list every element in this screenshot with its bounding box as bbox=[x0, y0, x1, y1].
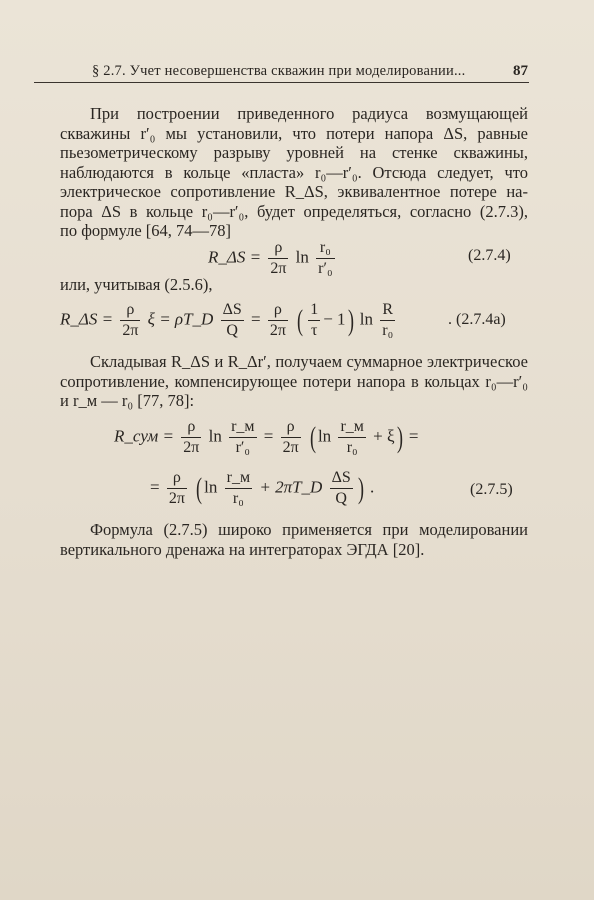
para1-line: При построении приведенного радиуса возмущающей bbox=[90, 104, 528, 123]
header-rule bbox=[34, 82, 529, 83]
header-title: § 2.7. Учет несовершенства скважин при моделировании... bbox=[92, 63, 466, 79]
paragraph-1 bbox=[60, 104, 528, 241]
fraction: $\frac{\Delta S}{Q}$ bbox=[222, 301, 242, 339]
fraction: $\frac{r\_м}{\text{r₀}}$ bbox=[226, 469, 251, 507]
equation-2-7-4 bbox=[208, 238, 338, 279]
eq-sign: = bbox=[408, 426, 419, 446]
para1-line: скважины r′₀ мы установили, что потери напора ΔS, равные bbox=[60, 123, 528, 143]
text-line: или, учитывая (2.5.6), bbox=[60, 275, 213, 294]
fraction: $\frac{\rho}{2\pi}$ bbox=[122, 301, 139, 339]
paragraph-3 bbox=[60, 520, 528, 559]
paragraph-2 bbox=[60, 352, 528, 411]
equation-2-7-5-line1: R_сум = $\frac{\rho}{2\pi}$ ln $\frac{r\_м}{\text{r′₀}}$ = $\frac{\rho}{2\pi}$ ( ln $\frac{r\_м}{\text{r₀}}$ + ξ) = bbox=[114, 418, 419, 456]
para1-line: по формуле [64, 74—78] bbox=[60, 221, 232, 240]
eq-lhs: R_ΔS = bbox=[208, 247, 262, 267]
eq-lhs: R_ΔS = bbox=[60, 309, 114, 329]
eq-term: − 1 bbox=[323, 309, 346, 329]
para2-line: Складывая R_ΔS и R_Δr′, получаем суммарное электрическое bbox=[90, 352, 528, 371]
para1-line: пора ΔS в кольце r₀—r′₀, будет определяться, согласно (2.7.3), bbox=[60, 201, 528, 221]
eq-sign: = bbox=[150, 477, 160, 497]
para3-line: Формула (2.7.5) широко применяется при моделировании bbox=[90, 520, 528, 539]
equation-number: (2.7.4) bbox=[468, 247, 511, 264]
para1-line: наблюдаются в кольце «пласта» r₀—r′₀. Отсюда следует, что bbox=[60, 162, 528, 182]
fraction: $\frac{\rho}{2\pi}$ bbox=[183, 418, 200, 456]
fraction: $\frac{\rho}{2\pi}$ bbox=[269, 301, 286, 339]
eq-lhs: R_сум = bbox=[114, 426, 175, 446]
para1-line: пьезометрическому разрыву уровней на стенке скважины, bbox=[60, 143, 528, 162]
page-number: 87 bbox=[513, 63, 528, 79]
equation-number: (2.7.5) bbox=[470, 481, 513, 498]
equation-number: . (2.7.4a) bbox=[448, 311, 506, 328]
eq-term: + 2πT_D bbox=[259, 477, 323, 497]
paragraph-or bbox=[60, 275, 528, 295]
fraction: $\frac{r\_м}{\text{r′₀}}$ bbox=[231, 418, 255, 456]
para2-line: сопротивление, компенсирующее потери напора в кольцах r₀—r′₀ bbox=[60, 371, 528, 391]
ln-operator: ln bbox=[317, 426, 332, 446]
equation-2-7-5-line2: = $\frac{\rho}{2\pi}$ ( ln $\frac{r\_м}{\text{r₀}}$ + 2πT_D $\frac{\Delta S}{Q}$ ) . bbox=[150, 469, 375, 507]
para2-line: и r_м — r₀ [77, 78]: bbox=[60, 391, 195, 410]
fraction: $\frac{\rho}{2\pi}$ bbox=[282, 418, 299, 456]
ln-operator: ln bbox=[359, 309, 374, 329]
fraction: $\frac{R}{\text{r₀}}$ bbox=[382, 301, 394, 339]
para3-line: вертикального дренажа на интеграторах ЭГДА [20]. bbox=[60, 539, 425, 559]
ln-operator: ln bbox=[204, 477, 218, 497]
ln-operator: ln bbox=[295, 247, 309, 267]
para1-line: электрическое сопротивление R_ΔS, эквивалентное потере на- bbox=[60, 182, 528, 201]
eq-sign: = bbox=[263, 426, 274, 446]
eq-term: ξ = ρT_D bbox=[147, 309, 214, 329]
fraction: $\frac{\text{r₀}}{\text{r′₀}}$ bbox=[318, 239, 333, 277]
eq-term: . bbox=[370, 477, 375, 497]
equation-2-7-4a: R_ΔS = $\frac{\rho}{2\pi}$ ξ = ρT_D $\frac{\Delta S}{Q}$ = $\frac{\rho}{2\pi}$ ( $\frac{1}{\tau}$ − 1) ln $\frac{R}{\text{r₀}}$ bbox=[60, 301, 394, 339]
fraction: $\frac{\Delta S}{Q}$ bbox=[331, 469, 351, 507]
ln-operator: ln bbox=[208, 426, 222, 446]
fraction: $\frac{1}{\tau}$ bbox=[310, 301, 319, 339]
fraction: $\frac{\rho}{2\pi}$ bbox=[270, 239, 287, 277]
eq-term: + ξ bbox=[373, 426, 395, 446]
fraction: $\frac{r\_м}{\text{r₀}}$ bbox=[340, 418, 364, 456]
eq-sign: = bbox=[251, 309, 261, 329]
fraction: $\frac{\rho}{2\pi}$ bbox=[168, 469, 185, 507]
